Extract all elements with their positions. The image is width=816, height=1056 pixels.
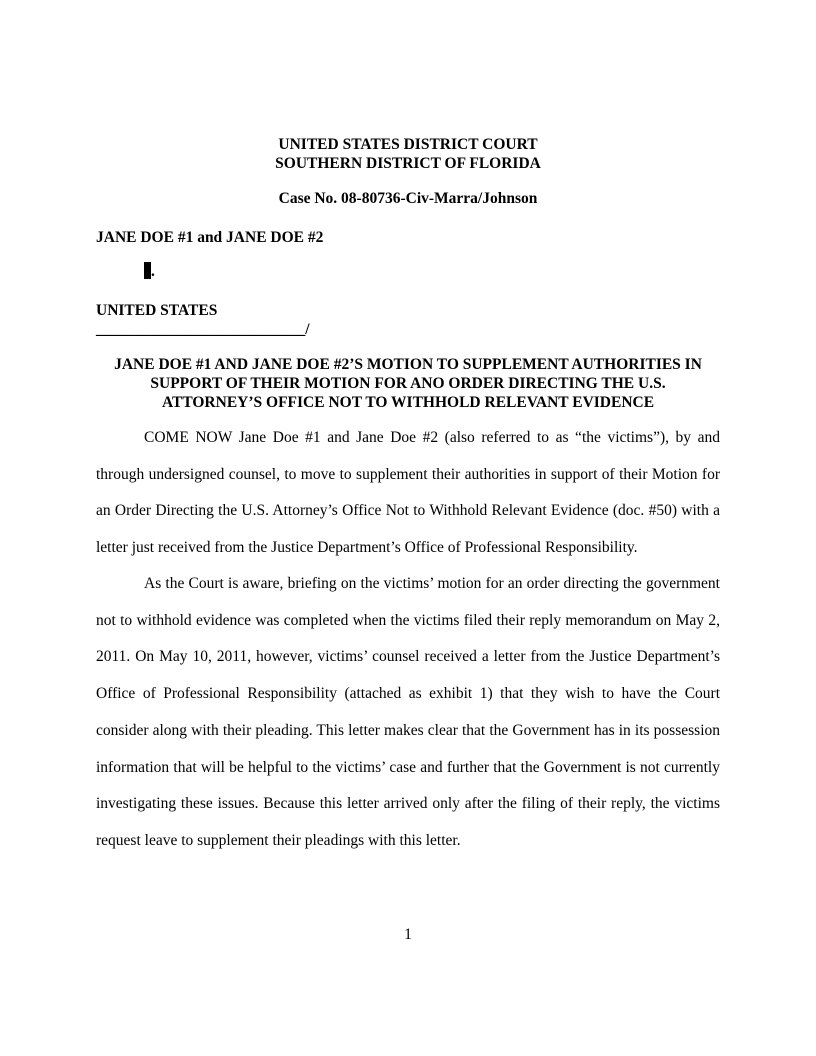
case-number: Case No. 08-80736-Civ-Marra/Johnson (278, 190, 538, 207)
motion-title-line: SUPPORT OF THEIR MOTION FOR ANO ORDER DIRECTING THE U.S. (150, 375, 666, 392)
page-number: 1 (404, 926, 412, 943)
caption-versus-suffix: . (151, 263, 155, 280)
motion-title (96, 355, 720, 412)
court-district: SOUTHERN DISTRICT OF FLORIDA (275, 155, 541, 172)
motion-title-line: ATTORNEY’S OFFICE NOT TO WITHHOLD RELEVANT EVIDENCE (161, 394, 655, 411)
body-paragraph: COME NOW Jane Doe #1 and Jane Doe #2 (also referred to as “the victims”), by and through undersigned counsel, to move to supplement their authorities in support of their Motion for an Order Directing the U.S. Attorney’s Office Not to Withhold Relevant Evidence (doc. #50) with a letter just received from the Justice Department’s Office of Professional Responsibility. (96, 429, 720, 557)
motion-title-line: JANE DOE #1 AND JANE DOE #2’S MOTION TO SUPPLEMENT AUTHORITIES IN (114, 356, 702, 373)
caption-plaintiffs: JANE DOE #1 and JANE DOE #2 (96, 229, 324, 246)
body-paragraph: As the Court is aware, briefing on the victims’ motion for an order directing the government not to withhold evidence was completed when the victims filed their reply memorandum on May 2, 2011. On May 10, 2011, however, victims’ counsel received a letter from the Justice Department’s Office of Professional Responsibility (attached as exhibit 1) that they wish to have the Court consider along with their pleading. This letter makes clear that the Government has in its possession information that will be helpful to the victims’ case and further that the Government is not currently investigating these issues. Because this letter arrived only after the filing of their reply, the victims request leave to supplement their pleadings with this letter. (96, 575, 720, 849)
court-name: UNITED STATES DISTRICT COURT (278, 136, 538, 153)
caption-signature-line: ___________________________/ (96, 321, 310, 338)
redaction-block (144, 262, 151, 279)
caption-defendant: UNITED STATES (96, 302, 218, 319)
caption-versus (144, 262, 155, 281)
